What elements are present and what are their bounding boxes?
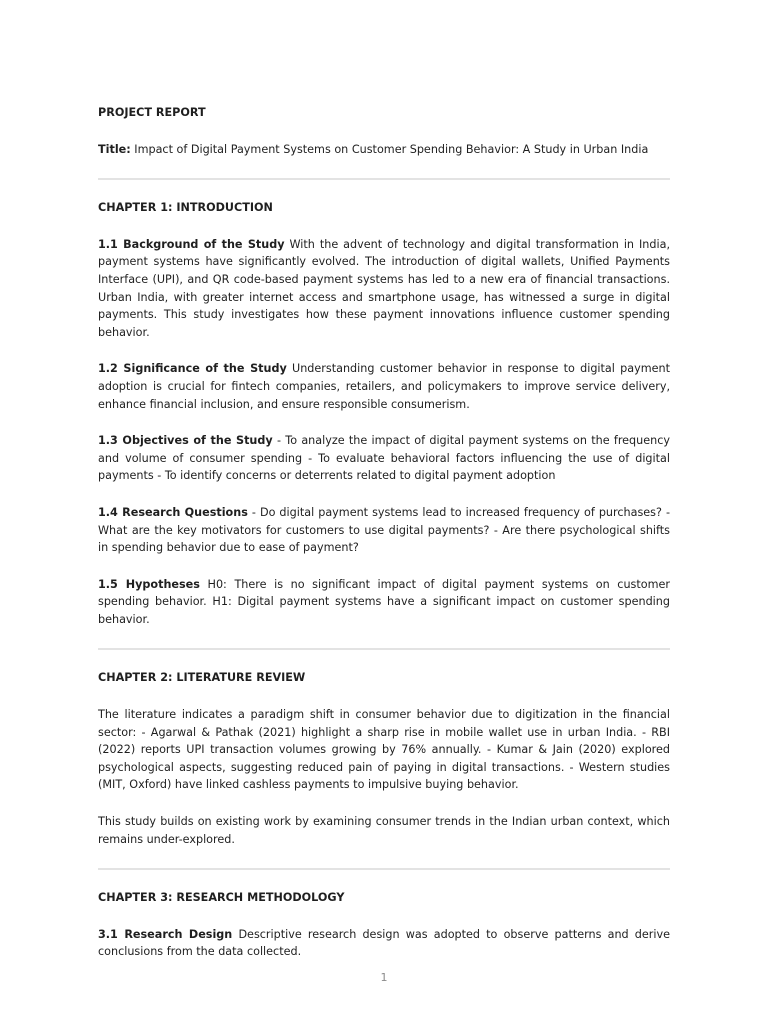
section-1-3-text: - To analyze the impact of digital payment systems on the frequency and volume of consumer spending - To evaluate behavioral factors influencing the use of digital payments - To identify concerns or deterrents related to digital payment adoption — [98, 434, 670, 483]
chapter-3-heading: CHAPTER 3: RESEARCH METHODOLOGY — [98, 891, 345, 905]
section-1-2 — [98, 360, 670, 413]
section-1-4-text: - Do digital payment systems lead to increased frequency of purchases? - What are the key motivators for customers to use digital payments? - Are there psychological shifts in spending behavior due to ease of payment? — [98, 505, 670, 555]
section-3-1 — [98, 926, 670, 961]
section-1-4 — [98, 504, 670, 557]
page-number: 1 — [380, 971, 388, 984]
report-label: PROJECT REPORT — [98, 106, 206, 119]
section-3-1-text: Descriptive research design was adopted to observe patterns and derive conclusions from the data collected. — [98, 927, 670, 959]
report-title — [98, 141, 670, 159]
section-1-4-heading: 1.4 Research Questions — [98, 505, 248, 519]
section-1-1-heading: 1.1 Background of the Study — [98, 237, 285, 251]
title-label: Title: — [98, 142, 131, 156]
chapter-1-heading: CHAPTER 1: INTRODUCTION — [98, 201, 273, 215]
section-1-5-heading: 1.5 Hypotheses — [98, 577, 200, 591]
section-3-1-heading: 3.1 Research Design — [98, 927, 233, 941]
section-1-5 — [98, 576, 670, 629]
literature-paragraph-1: The literature indicates a paradigm shift in consumer behavior due to digitization in the financial sector: - Agarwal & Pathak (2021) highlight a sharp rise in mobile wallet use in urban India. - RBI (2022) reports UPI transaction volumes growing by 76% annually. - Kumar & Jain (2020) explored psychological aspects, suggesting reduced pain of paying in digital transactions. - Western studies (MIT, Oxford) have linked cashless payments to impulsive buying behavior. — [98, 708, 670, 792]
document-page — [98, 104, 670, 961]
section-1-3-heading: 1.3 Objectives of the Study — [98, 434, 273, 448]
title-text: Impact of Digital Payment Systems on Customer Spending Behavior: A Study in Urban India — [130, 142, 649, 156]
section-divider — [98, 868, 670, 870]
section-divider — [98, 648, 670, 650]
section-1-1-text: With the advent of technology and digital transformation in India, payment systems have significantly evolved. The introduction of digital wallets, Unified Payments Interface (UPI), and QR code-based payment systems has led to a new era of financial transactions. Urban India, with greater internet access and smartphone usage, has witnessed a surge in digital payments. This study investigates how these payment innovations influence customer spending behavior. — [98, 237, 670, 339]
section-divider — [98, 178, 670, 180]
section-1-2-heading: 1.2 Significance of the Study — [98, 362, 287, 376]
literature-paragraph-2: This study builds on existing work by examining consumer trends in the Indian urban context, which remains under-explored. — [98, 815, 670, 846]
section-1-2-text: Understanding customer behavior in response to digital payment adoption is crucial for fintech companies, retailers, and policymakers to improve service delivery, enhance financial inclusion, and ensure responsible consumerism. — [98, 362, 670, 411]
chapter-2-heading: CHAPTER 2: LITERATURE REVIEW — [98, 671, 306, 685]
section-1-1 — [98, 236, 670, 342]
section-1-3 — [98, 432, 670, 485]
section-1-5-text: H0: There is no significant impact of digital payment systems on customer spending behavior. H1: Digital payment systems have a significant impact on customer spending behavior. — [98, 577, 670, 626]
